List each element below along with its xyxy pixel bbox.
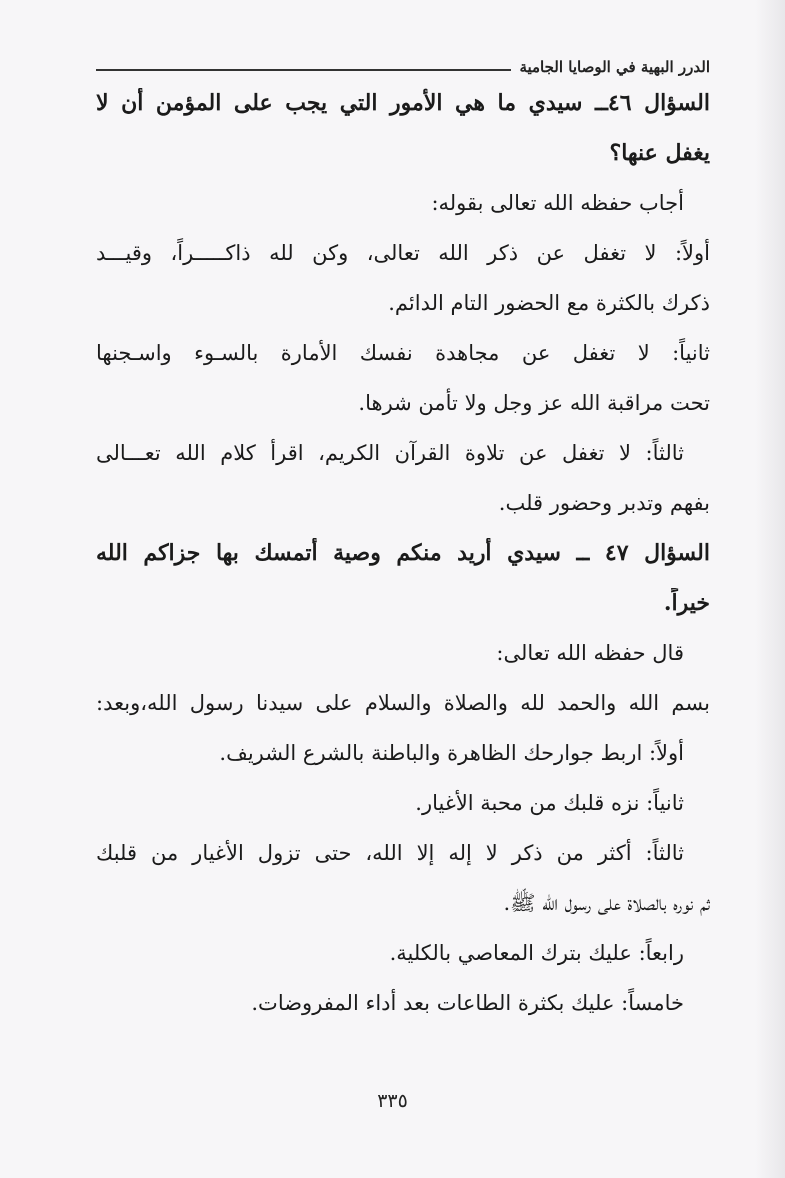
paragraph-line: ذكرك بالكثرة مع الحضور التام الدائم.: [388, 291, 710, 315]
paragraph-line: تحت مراقبة الله عز وجل ولا تأمن شرها.: [358, 391, 710, 415]
running-header: [96, 58, 710, 76]
header-title: الدرر البهية في الوصايا الجامية: [519, 58, 710, 76]
paragraph-line: رابعاً: عليك بترك المعاصي بالكلية.: [389, 941, 684, 965]
answer-intro: قال حفظه الله تعالى:: [496, 641, 684, 665]
paragraph-line: ثانياً: نزه قلبك من محبة الأغيار.: [415, 791, 684, 815]
question-47-heading-cont: خيراً.: [663, 590, 710, 616]
question-46-heading-cont: يغفل عنها؟: [609, 140, 710, 166]
paragraph-line: بسم الله والحمد لله والصلاة والسلام على سيدنا رسول الله،وبعد:: [96, 691, 710, 715]
paragraph-line: أولاً: لا تغفل عن ذكر الله تعالى، وكن لله ذاكـــــراً، وقيـــد: [96, 241, 710, 265]
header-rule: [96, 69, 511, 71]
paragraph-line: ثالثاً: لا تغفل عن تلاوة القرآن الكريم، اقرأ كلام الله تعـــالى: [96, 441, 684, 465]
page-number: ٣٣٥: [377, 1090, 408, 1112]
paragraph-line: ثانياً: لا تغفل عن مجاهدة نفسك الأمارة بالسـوء واسـجنها: [96, 341, 710, 365]
paragraph-line: بفهم وتدبر وحضور قلب.: [498, 491, 710, 515]
paragraph-line: ثالثاً: أكثر من ذكر لا إله إلا الله، حتى تزول الأغيار من قلبك: [96, 841, 684, 865]
question-47-heading: السؤال ٤٧ ــ سيدي أريد منكم وصية أتمسك بها جزاكم الله: [96, 540, 710, 566]
paragraph-line: ثم نوره بالصلاة على رسول الله ﷺ.: [503, 891, 710, 915]
paragraph-line: خامساً: عليك بكثرة الطاعات بعد أداء المفروضات.: [251, 991, 684, 1015]
question-46-heading: السؤال ٤٦ــ سيدي ما هي الأمور التي يجب على المؤمن أن لا: [96, 90, 710, 116]
answer-intro: أجاب حفظه الله تعالى بقوله:: [431, 191, 684, 215]
page-content: [96, 88, 710, 1038]
paragraph-line: أولاً: اربط جوارحك الظاهرة والباطنة بالشرع الشريف.: [219, 741, 684, 765]
